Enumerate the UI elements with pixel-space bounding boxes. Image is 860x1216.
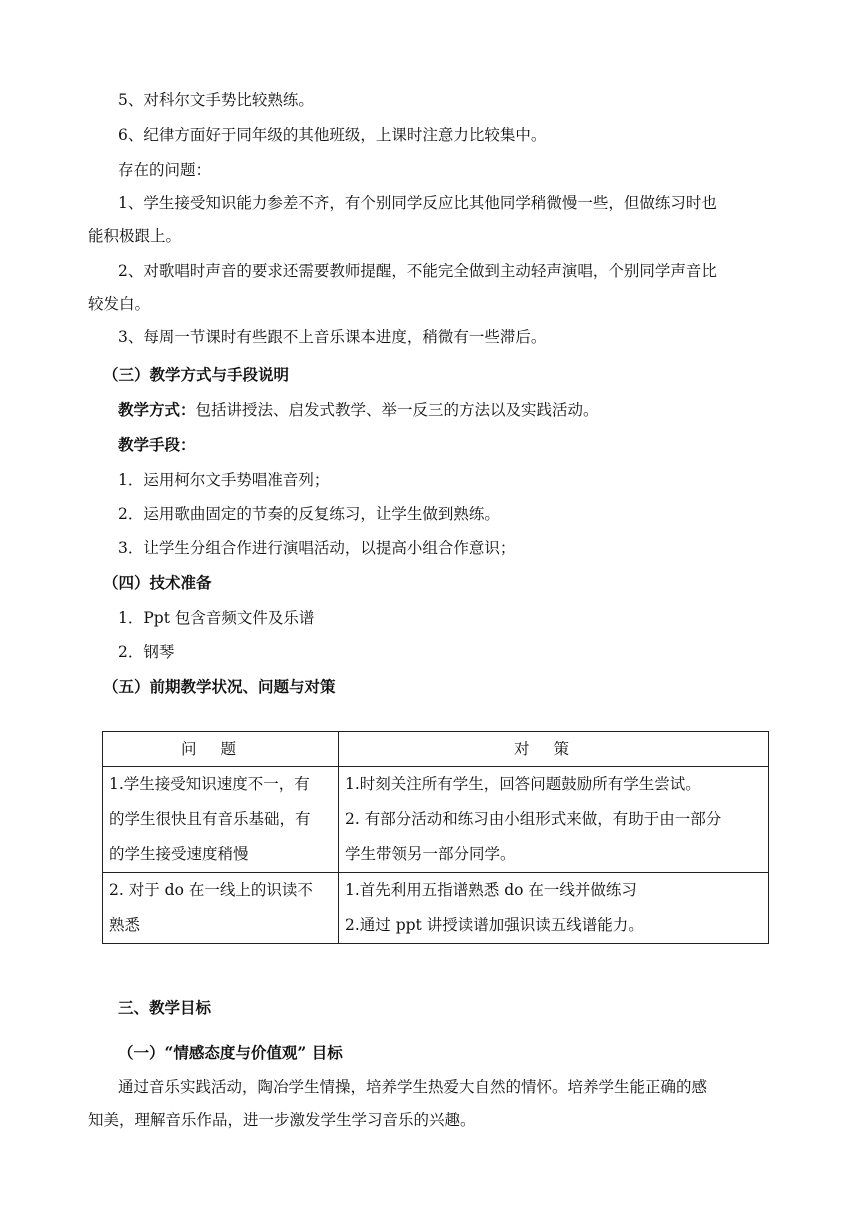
problem-1-line-a: 1、学生接受知识能力参差不齐，有个别同学反应比其他同学稍微慢一些，但做练习时也 xyxy=(118,194,717,212)
paragraph-5: 5、对科尔文手势比较熟练。 xyxy=(118,91,314,109)
problem-2-line-a: 2、对歌唱时声音的要求还需要教师提醒，不能完全做到主动轻声演唱，个别同学声音比 xyxy=(118,262,717,280)
tech-item: 1．Ppt 包含音频文件及乐谱 xyxy=(118,609,315,627)
cell-line: 2. 有部分活动和练习由小组形式来做，有助于由一部分 xyxy=(345,810,722,828)
paragraph-6: 6、纪律方面好于同年级的其他班级，上课时注意力比较集中。 xyxy=(118,126,547,144)
teaching-means-item: 3．让学生分组合作进行演唱活动，以提高小组合作意识； xyxy=(118,539,516,557)
teaching-method-text: 包括讲授法、启发式教学、举一反三的方法以及实践活动。 xyxy=(195,401,599,419)
tech-item: 2．钢琴 xyxy=(118,643,175,661)
section-3-heading: （三）教学方式与手段说明 xyxy=(103,365,290,384)
table-header-row xyxy=(103,732,769,767)
teaching-method xyxy=(118,400,599,420)
problem-cell xyxy=(103,767,339,873)
cell-line: 1.学生接受知识速度不一，有 xyxy=(109,775,310,793)
cell-line: 2.通过 ppt 讲授读谱加强识读五线谱能力。 xyxy=(345,916,644,934)
cell-line: 熟悉 xyxy=(109,916,141,934)
header-problem: 问题 xyxy=(103,732,339,767)
problem-1-line-b: 能积极跟上。 xyxy=(88,227,182,245)
table-row xyxy=(103,873,769,944)
cell-line: 的学生接受速度稍慢 xyxy=(109,845,249,863)
teaching-means-item: 1．运用柯尔文手势唱准音列； xyxy=(118,471,330,489)
header-solution: 对策 xyxy=(339,732,769,767)
section-4-heading: （四）技术准备 xyxy=(103,573,212,592)
cell-line: 1.时刻关注所有学生，回答问题鼓励所有学生尝试。 xyxy=(345,775,701,793)
section-5-heading: （五）前期教学状况、问题与对策 xyxy=(103,677,336,696)
teaching-means-label: 教学手段： xyxy=(118,435,196,454)
problem-3: 3、每周一节课时有些跟不上音乐课本进度，稍微有一些滞后。 xyxy=(118,328,547,346)
problems-solutions-table xyxy=(102,731,769,944)
cell-line: 1.首先利用五指谱熟悉 do 在一线并做练习 xyxy=(345,881,637,899)
problem-2-line-b: 较发白。 xyxy=(88,295,151,313)
objectives-heading: 三、教学目标 xyxy=(118,998,212,1017)
cell-line: 学生带领另一部分同学。 xyxy=(345,845,516,863)
objectives-text-line-a: 通过音乐实践活动，陶冶学生情操，培养学生热爱大自然的情怀。培养学生能正确的感 xyxy=(118,1078,708,1096)
objectives-text-line-b: 知美，理解音乐作品，进一步激发学生学习音乐的兴趣。 xyxy=(88,1111,476,1129)
teaching-method-label: 教学方式： xyxy=(118,400,196,419)
table-row xyxy=(103,767,769,873)
solution-cell xyxy=(339,767,769,873)
problems-label: 存在的问题： xyxy=(118,161,212,179)
objectives-subheading: （一）“情感态度与价值观” 目标 xyxy=(118,1043,343,1062)
teaching-means-item: 2．运用歌曲固定的节奏的反复练习，让学生做到熟练。 xyxy=(118,505,500,523)
cell-line: 的学生很快且有音乐基础，有 xyxy=(109,810,311,828)
problem-cell xyxy=(103,873,339,944)
cell-line: 2. 对于 do 在一线上的识读不 xyxy=(109,881,313,899)
solution-cell xyxy=(339,873,769,944)
